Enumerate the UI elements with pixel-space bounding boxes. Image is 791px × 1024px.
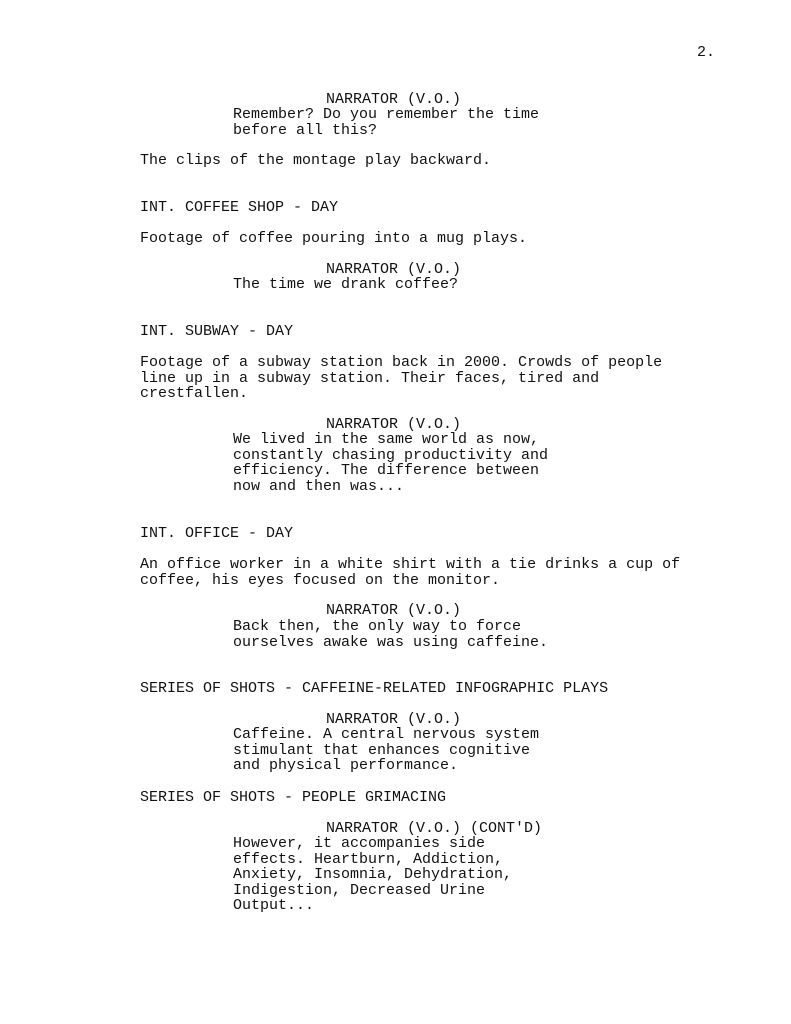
character-cue: NARRATOR (V.O.) — [326, 261, 462, 278]
character-cue: NARRATOR (V.O.) — [326, 91, 462, 108]
character-cue: NARRATOR (V.O.) (CONT'D) — [326, 820, 543, 837]
dialogue: The time we drank coffee? — [233, 276, 459, 293]
scene-heading: INT. COFFEE SHOP - DAY — [140, 199, 339, 216]
dialogue: However, it accompanies side effects. Heartburn, Addiction, Anxiety, Insomnia, Dehydration, Indigestion, Decreased Urine Output... — [233, 835, 513, 914]
action-line: Footage of a subway station back in 2000. Crowds of people line up in a subway station. Their faces, tired and crestfallen. — [140, 354, 663, 402]
scene-heading: SERIES OF SHOTS - PEOPLE GRIMACING — [140, 789, 447, 806]
character-cue: NARRATOR (V.O.) — [326, 711, 462, 728]
dialogue: Remember? Do you remember the time before all this? — [233, 106, 540, 139]
dialogue: Back then, the only way to force ourselves awake was using caffeine. — [233, 618, 549, 651]
scene-heading: SERIES OF SHOTS - CAFFEINE-RELATED INFOGRAPHIC PLAYS — [140, 680, 609, 697]
dialogue: We lived in the same world as now, constantly chasing productivity and efficiency. The difference between now and then was... — [233, 431, 549, 495]
page-number: 2. — [696, 44, 715, 61]
action-line: The clips of the montage play backward. — [140, 152, 492, 169]
dialogue: Caffeine. A central nervous system stimulant that enhances cognitive and physical performance. — [233, 726, 540, 774]
character-cue: NARRATOR (V.O.) — [326, 416, 462, 433]
scene-heading: INT. OFFICE - DAY — [140, 525, 294, 542]
action-line: An office worker in a white shirt with a tie drinks a cup of coffee, his eyes focused on the monitor. — [140, 556, 681, 589]
scene-heading: INT. SUBWAY - DAY — [140, 323, 294, 340]
action-line: Footage of coffee pouring into a mug plays. — [140, 230, 528, 247]
character-cue: NARRATOR (V.O.) — [326, 602, 462, 619]
